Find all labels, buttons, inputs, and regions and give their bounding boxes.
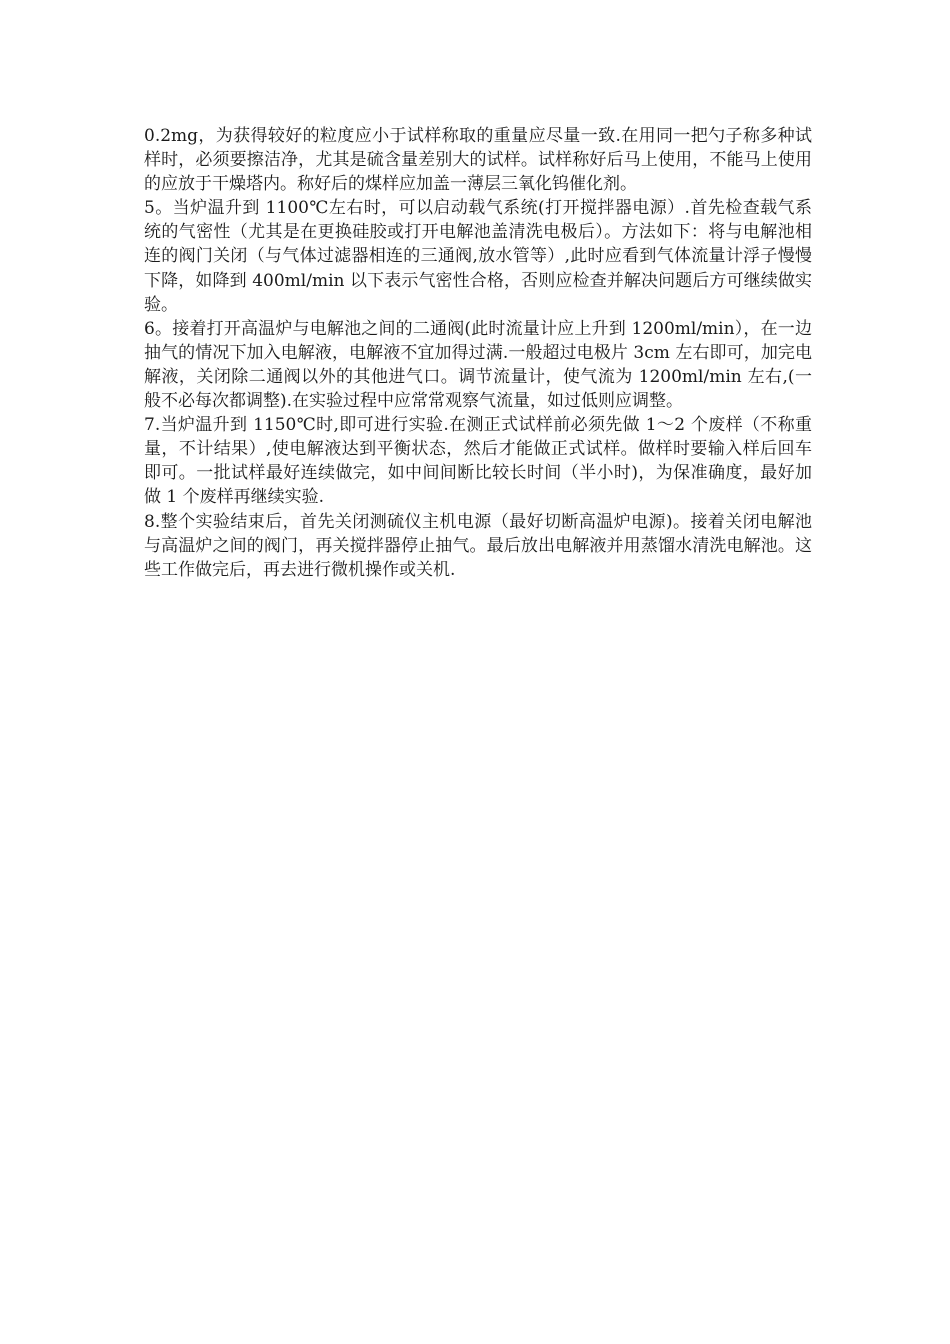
paragraph-step-8: 8.整个实验结束后，首先关闭测硫仪主机电源（最好切断高温炉电源)。接着关闭电解池与高温炉之间的阀门，再关搅拌器停止抽气。最后放出电解液并用蒸馏水清洗电解池。这些工作做完后，再去进行微机操作或关机. (144, 511, 812, 580)
document-body (144, 124, 812, 582)
paragraph-sample-weighing: 0.2mg，为获得较好的粒度应小于试样称取的重量应尽量一致.在用同一把勺子称多种试样时，必须要擦洁净，尤其是硫含量差别大的试样。试样称好后马上使用，不能马上使用的应放于干燥塔内。称好后的煤样应加盖一薄层三氧化钨催化剂。 (144, 126, 812, 195)
paragraph-step-5: 5。当炉温升到 1100℃左右时，可以启动载气系统(打开搅拌器电源）.首先检查载气系统的气密性（尤其是在更换硅胶或打开电解池盖清洗电极后）。方法如下：将与电解池相连的阀门关闭（与气体过滤器相连的三通阀,放水管等）,此时应看到气体流量计浮子慢慢下降，如降到 400ml/min 以下表示气密性合格，否则应检查并解决问题后方可继续做实验。 (144, 198, 812, 315)
paragraph-step-6: 6。接着打开高温炉与电解池之间的二通阀(此时流量计应上升到 1200ml/min），在一边抽气的情况下加入电解液，电解液不宜加得过满.一般超过电极片 3cm 左右即可，加完电解液，关闭除二通阀以外的其他进气口。调节流量计，使气流为 1200ml/min 左右,(一般不必每次都调整).在实验过程中应常常观察气流量，如过低则应调整。 (144, 318, 812, 412)
paragraph-step-7: 7.当炉温升到 1150℃时,即可进行实验.在测正式试样前必须先做 1～2 个废样（不称重量，不计结果）,使电解液达到平衡状态，然后才能做正式试样。做样时要输入样后回车即可。一批试样最好连续做完，如中间间断比较长时间（半小时)，为保准确度，最好加做 1 个废样再继续实验. (144, 415, 812, 508)
